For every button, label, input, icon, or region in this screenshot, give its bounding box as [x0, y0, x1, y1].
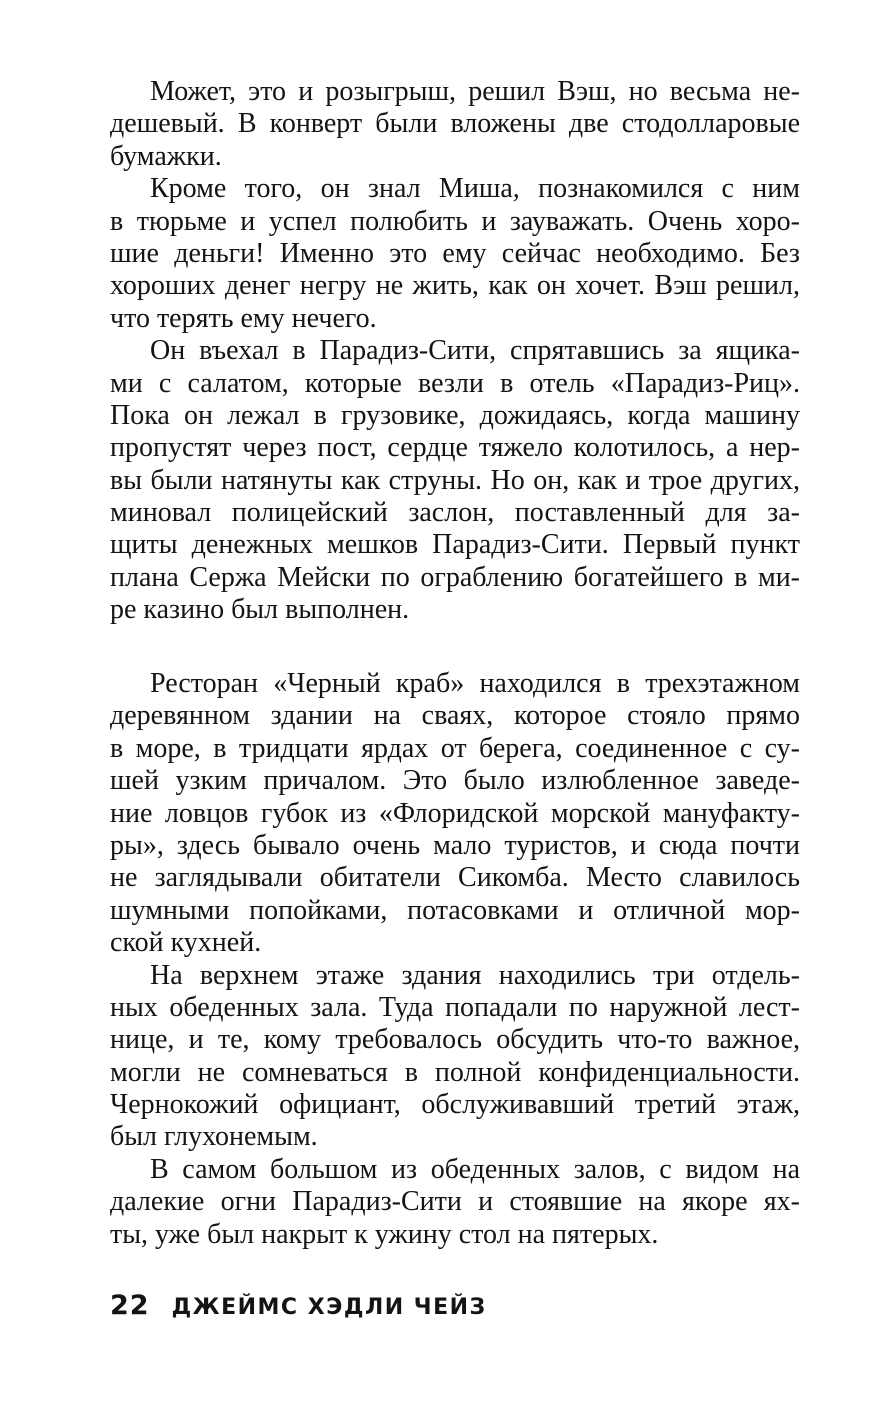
- text-line: плана Сержа Мейски по ограблению богатейшего в ми-: [110, 561, 800, 593]
- text-line: В самом большом из обеденных залов, с видом на: [150, 1153, 800, 1185]
- text-line: ской кухней.: [110, 927, 262, 959]
- text-line: ние ловцов губок из «Флоридской морской мануфакту-: [110, 797, 800, 829]
- text-line: вы были натянуты как струны. Но он, как и трое других,: [110, 464, 800, 496]
- running-title: ДЖЕЙМС ХЭДЛИ ЧЕЙЗ: [171, 1295, 487, 1320]
- text-line: ных обеденных зала. Туда попадали по наружной лест-: [110, 991, 800, 1023]
- text-line: в тюрьме и успел полюбить и зауважать. Очень хоро-: [110, 205, 800, 237]
- text-line: бумажки.: [110, 140, 222, 172]
- text-line: шумными попойками, потасовками и отличной мор-: [110, 894, 800, 926]
- text-line: ты, уже был накрыт к ужину стол на пятерых.: [110, 1218, 659, 1250]
- text-section-2: [110, 668, 800, 1251]
- paragraph: [110, 668, 800, 960]
- text-line: могли не сомневаться в полной конфиденциальности.: [110, 1056, 800, 1088]
- text-line: шей узким причалом. Это было излюбленное заведе-: [110, 765, 800, 797]
- paragraph: [110, 960, 800, 1154]
- text-line: миновал полицейский заслон, поставленный для за-: [110, 497, 800, 529]
- page-number: 22: [110, 1290, 150, 1321]
- paragraph: [110, 173, 800, 335]
- text-line: не заглядывали обитатели Сикомба. Место славилось: [110, 862, 800, 894]
- text-line: дешевый. В конверт были вложены две стодолларовые: [110, 108, 800, 140]
- text-line: щиты денежных мешков Парадиз-Сити. Первый пункт: [110, 529, 800, 561]
- text-line: пропустят через пост, сердце тяжело колотилось, а нер-: [110, 432, 800, 464]
- text-line: шие деньги! Именно это ему сейчас необходимо. Без: [110, 237, 800, 269]
- page-footer: [110, 1290, 487, 1326]
- paragraph: [110, 76, 800, 173]
- text-line: Он въехал в Парадиз-Сити, спрятавшись за ящика-: [150, 335, 800, 367]
- text-line: в море, в тридцати ярдах от берега, соединенное с су-: [110, 732, 800, 764]
- text-line: нице, и те, кому требовалось обсудить что-то важное,: [110, 1024, 800, 1056]
- text-line: Ресторан «Черный краб» находился в трехэтажном: [150, 668, 800, 699]
- text-line: ры», здесь бывало очень мало туристов, и сюда почти: [110, 829, 800, 861]
- text-line: деревянном здании на сваях, которое стояло прямо: [110, 700, 800, 732]
- text-line: Кроме того, он знал Миша, познакомился с ним: [150, 173, 800, 205]
- text-line: был глухонемым.: [110, 1121, 318, 1153]
- paragraph: [110, 335, 800, 627]
- paragraph: [110, 1154, 800, 1251]
- text-line: На верхнем этаже здания находились три отдель-: [150, 959, 800, 991]
- text-line: Может, это и розыгрыш, решил Вэш, но весьма не-: [150, 76, 800, 107]
- text-line: ре казино был выполнен.: [110, 594, 410, 626]
- text-line: хороших денег негру не жить, как он хочет. Вэш решил,: [110, 270, 800, 302]
- text-line: ми с салатом, которые везли в отель «Парадиз-Риц».: [110, 367, 800, 399]
- text-line: далекие огни Парадиз-Сити и стоявшие на якоре ях-: [110, 1186, 800, 1218]
- text-line: Пока он лежал в грузовике, дожидаясь, когда машину: [110, 399, 800, 431]
- text-section-1: [110, 76, 800, 627]
- text-line: что терять ему нечего.: [110, 302, 377, 334]
- text-line: Чернокожий официант, обслуживавший третий этаж,: [110, 1089, 800, 1121]
